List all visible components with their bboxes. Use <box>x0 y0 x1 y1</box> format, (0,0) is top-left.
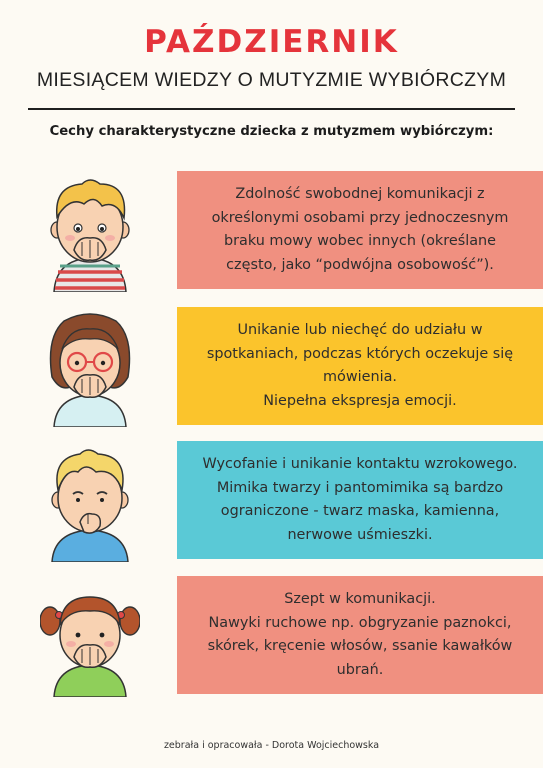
trait-card-2-text: Unikanie lub niechęć do udziału w spotkaniach, podczas których oczekuje się mówienia. Niepełna ekspresja emocji. <box>206 322 514 409</box>
boy-covering-mouth-icon <box>40 172 140 292</box>
divider <box>28 108 515 110</box>
girl-with-pigtails-covering-mouth-icon <box>40 577 140 697</box>
trait-card-4 <box>177 576 543 694</box>
trait-card-4-text: Szept w komunikacji. Nawyki ruchowe np. obgryzanie paznokci, skórek, kręcenie włosów, ssanie kawałków ubrań. <box>207 591 513 678</box>
girl-with-glasses-covering-mouth-icon <box>40 307 140 427</box>
author-credit: zebrała i opracowała - Dorota Wojciechowska <box>163 740 380 751</box>
trait-card-1 <box>177 171 543 289</box>
trait-card-3 <box>177 441 543 559</box>
page-subtitle: MIESIĄCEM WIEDZY O MUTYZMIE WYBIÓRCZYM <box>36 69 507 91</box>
page-title: PAŹDZIERNIK <box>144 24 399 60</box>
trait-card-3-text: Wycofanie i unikanie kontaktu wzrokowego. Mimika twarzy i pantomimika są bardzo ograniczone - twarz maska, kamienna, nerwowe uśmieszki. <box>202 456 518 543</box>
trait-card-1-text: Zdolność swobodnej komunikacji z określonymi osobami przy jednoczesnym braku mowy wobec innych (określane często, jako “podwójna osobowość”). <box>211 186 509 273</box>
blond-boy-biting-nails-icon <box>40 442 140 562</box>
trait-card-2 <box>177 307 543 425</box>
section-heading: Cechy charakterystyczne dziecka z mutyzmem wybiórczym: <box>49 124 494 139</box>
